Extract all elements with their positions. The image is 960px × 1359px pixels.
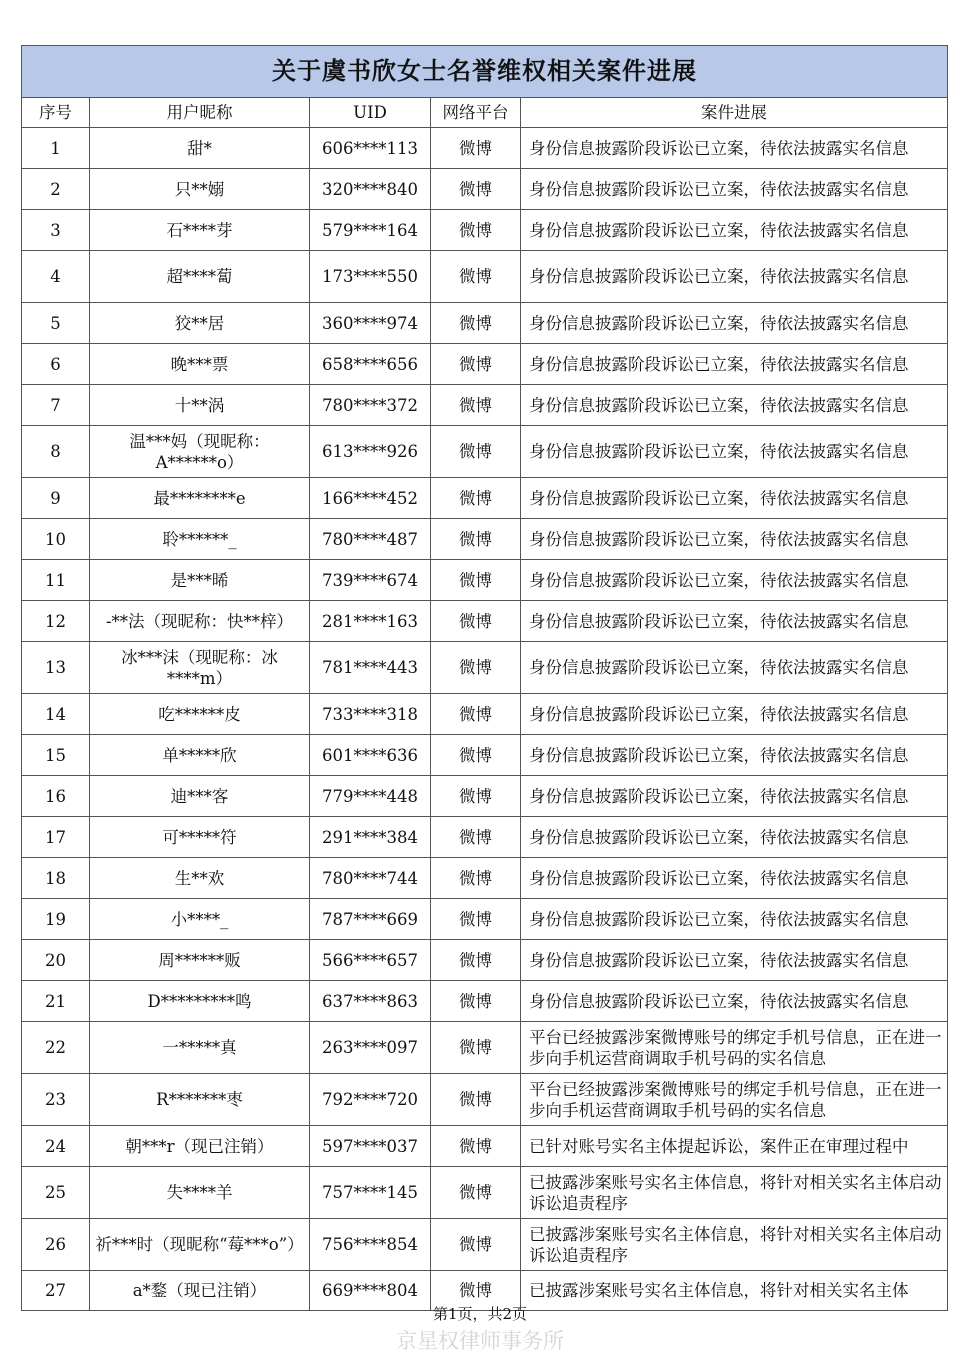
- col-header-progress: 案件进展: [521, 98, 948, 128]
- user-nickname: 生**欢: [90, 858, 310, 899]
- table-row: [22, 642, 948, 694]
- user-uid: 779****448: [310, 776, 431, 817]
- row-number: 3: [22, 210, 90, 251]
- platform: 微博: [431, 940, 521, 981]
- row-number: 10: [22, 519, 90, 560]
- table-row: [22, 169, 948, 210]
- row-number: 9: [22, 478, 90, 519]
- platform: 微博: [431, 1022, 521, 1074]
- row-number: 22: [22, 1022, 90, 1074]
- table-row: [22, 385, 948, 426]
- user-nickname: 石****芽: [90, 210, 310, 251]
- case-progress-sheet: [21, 45, 947, 1311]
- user-uid: 281****163: [310, 601, 431, 642]
- platform: 微博: [431, 981, 521, 1022]
- page-footer: 第1页，共2页: [432, 1305, 528, 1323]
- table-row: [22, 899, 948, 940]
- table-row: [22, 344, 948, 385]
- user-uid: 320****840: [310, 169, 431, 210]
- platform: 微博: [431, 344, 521, 385]
- user-nickname: 最********e: [90, 478, 310, 519]
- platform: 微博: [431, 858, 521, 899]
- row-number: 12: [22, 601, 90, 642]
- user-uid: 739****674: [310, 560, 431, 601]
- case-progress: 身份信息披露阶段诉讼已立案，待依法披露实名信息: [521, 776, 948, 817]
- row-number: 13: [22, 642, 90, 694]
- case-progress: 身份信息披露阶段诉讼已立案，待依法披露实名信息: [521, 210, 948, 251]
- case-progress: 身份信息披露阶段诉讼已立案，待依法披露实名信息: [521, 642, 948, 694]
- case-progress: 身份信息披露阶段诉讼已立案，待依法披露实名信息: [521, 385, 948, 426]
- user-nickname: 失****羊: [90, 1167, 310, 1219]
- case-progress-table: [21, 45, 948, 1311]
- platform: 微博: [431, 478, 521, 519]
- header-row: [22, 98, 948, 128]
- row-number: 14: [22, 694, 90, 735]
- case-progress: 身份信息披露阶段诉讼已立案，待依法披露实名信息: [521, 817, 948, 858]
- row-number: 7: [22, 385, 90, 426]
- user-nickname: 狡**居: [90, 303, 310, 344]
- table-row: [22, 940, 948, 981]
- table-row: [22, 519, 948, 560]
- row-number: 15: [22, 735, 90, 776]
- user-nickname: 十**涡: [90, 385, 310, 426]
- row-number: 5: [22, 303, 90, 344]
- user-nickname: 冰***沫（现昵称：冰****m）: [90, 642, 310, 694]
- user-nickname: 甜*: [90, 128, 310, 169]
- case-progress: 身份信息披露阶段诉讼已立案，待依法披露实名信息: [521, 735, 948, 776]
- row-number: 20: [22, 940, 90, 981]
- user-uid: 780****487: [310, 519, 431, 560]
- platform: 微博: [431, 735, 521, 776]
- user-nickname: 是***晞: [90, 560, 310, 601]
- user-nickname: -**法（现昵称：快**梓）: [90, 601, 310, 642]
- user-nickname: 可*****符: [90, 817, 310, 858]
- user-nickname: R*******枣: [90, 1074, 310, 1126]
- table-row: [22, 735, 948, 776]
- platform: 微博: [431, 560, 521, 601]
- col-header-nickname: 用户昵称: [90, 98, 310, 128]
- user-uid: 669****804: [310, 1271, 431, 1311]
- user-uid: 166****452: [310, 478, 431, 519]
- user-nickname: 只**嫋: [90, 169, 310, 210]
- platform: 微博: [431, 642, 521, 694]
- table-row: [22, 251, 948, 303]
- platform: 微博: [431, 1219, 521, 1271]
- platform: 微博: [431, 303, 521, 344]
- table-row: [22, 128, 948, 169]
- table-row: [22, 858, 948, 899]
- platform: 微博: [431, 1126, 521, 1167]
- table-row: [22, 303, 948, 344]
- row-number: 18: [22, 858, 90, 899]
- col-header-no: 序号: [22, 98, 90, 128]
- user-nickname: 一*****真: [90, 1022, 310, 1074]
- user-uid: 637****863: [310, 981, 431, 1022]
- table-row: [22, 560, 948, 601]
- user-nickname: 迪***客: [90, 776, 310, 817]
- platform: 微博: [431, 899, 521, 940]
- row-number: 25: [22, 1167, 90, 1219]
- table-row: [22, 817, 948, 858]
- row-number: 21: [22, 981, 90, 1022]
- platform: 微博: [431, 426, 521, 478]
- case-progress: 身份信息披露阶段诉讼已立案，待依法披露实名信息: [521, 940, 948, 981]
- table-row: [22, 1074, 948, 1126]
- table-row: [22, 1219, 948, 1271]
- table-row: [22, 1126, 948, 1167]
- watermark: 京星权律师事务所: [396, 1329, 564, 1353]
- case-progress: 已披露涉案账号实名主体信息，将针对相关实名主体启动诉讼追责程序: [521, 1167, 948, 1219]
- platform: 微博: [431, 128, 521, 169]
- row-number: 19: [22, 899, 90, 940]
- platform: 微博: [431, 694, 521, 735]
- case-progress: 身份信息披露阶段诉讼已立案，待依法披露实名信息: [521, 251, 948, 303]
- platform: 微博: [431, 169, 521, 210]
- platform: 微博: [431, 251, 521, 303]
- user-uid: 787****669: [310, 899, 431, 940]
- case-progress: 身份信息披露阶段诉讼已立案，待依法披露实名信息: [521, 519, 948, 560]
- user-nickname: 朝***r（现已注销）: [90, 1126, 310, 1167]
- user-nickname: 聆******_: [90, 519, 310, 560]
- user-uid: 173****550: [310, 251, 431, 303]
- user-uid: 780****372: [310, 385, 431, 426]
- table-row: [22, 1167, 948, 1219]
- user-uid: 757****145: [310, 1167, 431, 1219]
- case-progress: 已针对账号实名主体提起诉讼，案件正在审理过程中: [521, 1126, 948, 1167]
- user-nickname: 晚***票: [90, 344, 310, 385]
- table-row: [22, 426, 948, 478]
- row-number: 17: [22, 817, 90, 858]
- case-progress: 身份信息披露阶段诉讼已立案，待依法披露实名信息: [521, 899, 948, 940]
- user-uid: 360****974: [310, 303, 431, 344]
- table-row: [22, 601, 948, 642]
- row-number: 2: [22, 169, 90, 210]
- user-nickname: 吃******皮: [90, 694, 310, 735]
- col-header-platform: 网络平台: [431, 98, 521, 128]
- case-progress: 身份信息披露阶段诉讼已立案，待依法披露实名信息: [521, 858, 948, 899]
- table-row: [22, 478, 948, 519]
- platform: 微博: [431, 1271, 521, 1311]
- row-number: 26: [22, 1219, 90, 1271]
- user-uid: 792****720: [310, 1074, 431, 1126]
- platform: 微博: [431, 210, 521, 251]
- platform: 微博: [431, 1167, 521, 1219]
- user-nickname: 温***妈（现昵称：A******o）: [90, 426, 310, 478]
- platform: 微博: [431, 1074, 521, 1126]
- user-uid: 756****854: [310, 1219, 431, 1271]
- row-number: 27: [22, 1271, 90, 1311]
- platform: 微博: [431, 601, 521, 642]
- user-uid: 601****636: [310, 735, 431, 776]
- user-uid: 606****113: [310, 128, 431, 169]
- document-title: 关于虞书欣女士名誉维权相关案件进展: [22, 46, 948, 98]
- case-progress: 身份信息披露阶段诉讼已立案，待依法披露实名信息: [521, 426, 948, 478]
- case-progress: 身份信息披露阶段诉讼已立案，待依法披露实名信息: [521, 560, 948, 601]
- user-uid: 780****744: [310, 858, 431, 899]
- row-number: 23: [22, 1074, 90, 1126]
- col-header-uid: UID: [310, 98, 431, 128]
- row-number: 4: [22, 251, 90, 303]
- case-progress: 身份信息披露阶段诉讼已立案，待依法披露实名信息: [521, 128, 948, 169]
- case-progress: 身份信息披露阶段诉讼已立案，待依法披露实名信息: [521, 694, 948, 735]
- user-nickname: 超****蔔: [90, 251, 310, 303]
- platform: 微博: [431, 817, 521, 858]
- row-number: 24: [22, 1126, 90, 1167]
- case-progress: 身份信息披露阶段诉讼已立案，待依法披露实名信息: [521, 981, 948, 1022]
- user-uid: 566****657: [310, 940, 431, 981]
- user-uid: 579****164: [310, 210, 431, 251]
- platform: 微博: [431, 776, 521, 817]
- user-nickname: 周******贩: [90, 940, 310, 981]
- user-uid: 613****926: [310, 426, 431, 478]
- table-row: [22, 210, 948, 251]
- row-number: 1: [22, 128, 90, 169]
- user-uid: 291****384: [310, 817, 431, 858]
- case-progress: 身份信息披露阶段诉讼已立案，待依法披露实名信息: [521, 344, 948, 385]
- case-progress: 身份信息披露阶段诉讼已立案，待依法披露实名信息: [521, 303, 948, 344]
- case-progress: 已披露涉案账号实名主体信息，将针对相关实名主体: [521, 1271, 948, 1311]
- row-number: 11: [22, 560, 90, 601]
- case-progress: 平台已经披露涉案微博账号的绑定手机号信息，正在进一步向手机运营商调取手机号码的实名信息: [521, 1074, 948, 1126]
- table-row: [22, 694, 948, 735]
- platform: 微博: [431, 385, 521, 426]
- row-number: 8: [22, 426, 90, 478]
- case-progress: 平台已经披露涉案微博账号的绑定手机号信息，正在进一步向手机运营商调取手机号码的实名信息: [521, 1022, 948, 1074]
- user-uid: 263****097: [310, 1022, 431, 1074]
- table-row: [22, 776, 948, 817]
- user-nickname: D*********鸣: [90, 981, 310, 1022]
- user-uid: 733****318: [310, 694, 431, 735]
- user-nickname: a*鍪（现已注销）: [90, 1271, 310, 1311]
- case-progress: 已披露涉案账号实名主体信息，将针对相关实名主体启动诉讼追责程序: [521, 1219, 948, 1271]
- case-progress: 身份信息披露阶段诉讼已立案，待依法披露实名信息: [521, 169, 948, 210]
- user-uid: 781****443: [310, 642, 431, 694]
- platform: 微博: [431, 519, 521, 560]
- case-progress: 身份信息披露阶段诉讼已立案，待依法披露实名信息: [521, 478, 948, 519]
- user-nickname: 祈***时（现昵称“莓***o”）: [90, 1219, 310, 1271]
- user-uid: 597****037: [310, 1126, 431, 1167]
- row-number: 6: [22, 344, 90, 385]
- row-number: 16: [22, 776, 90, 817]
- user-uid: 658****656: [310, 344, 431, 385]
- user-nickname: 小****_: [90, 899, 310, 940]
- user-nickname: 单*****欣: [90, 735, 310, 776]
- table-row: [22, 1022, 948, 1074]
- case-progress: 身份信息披露阶段诉讼已立案，待依法披露实名信息: [521, 601, 948, 642]
- table-row: [22, 981, 948, 1022]
